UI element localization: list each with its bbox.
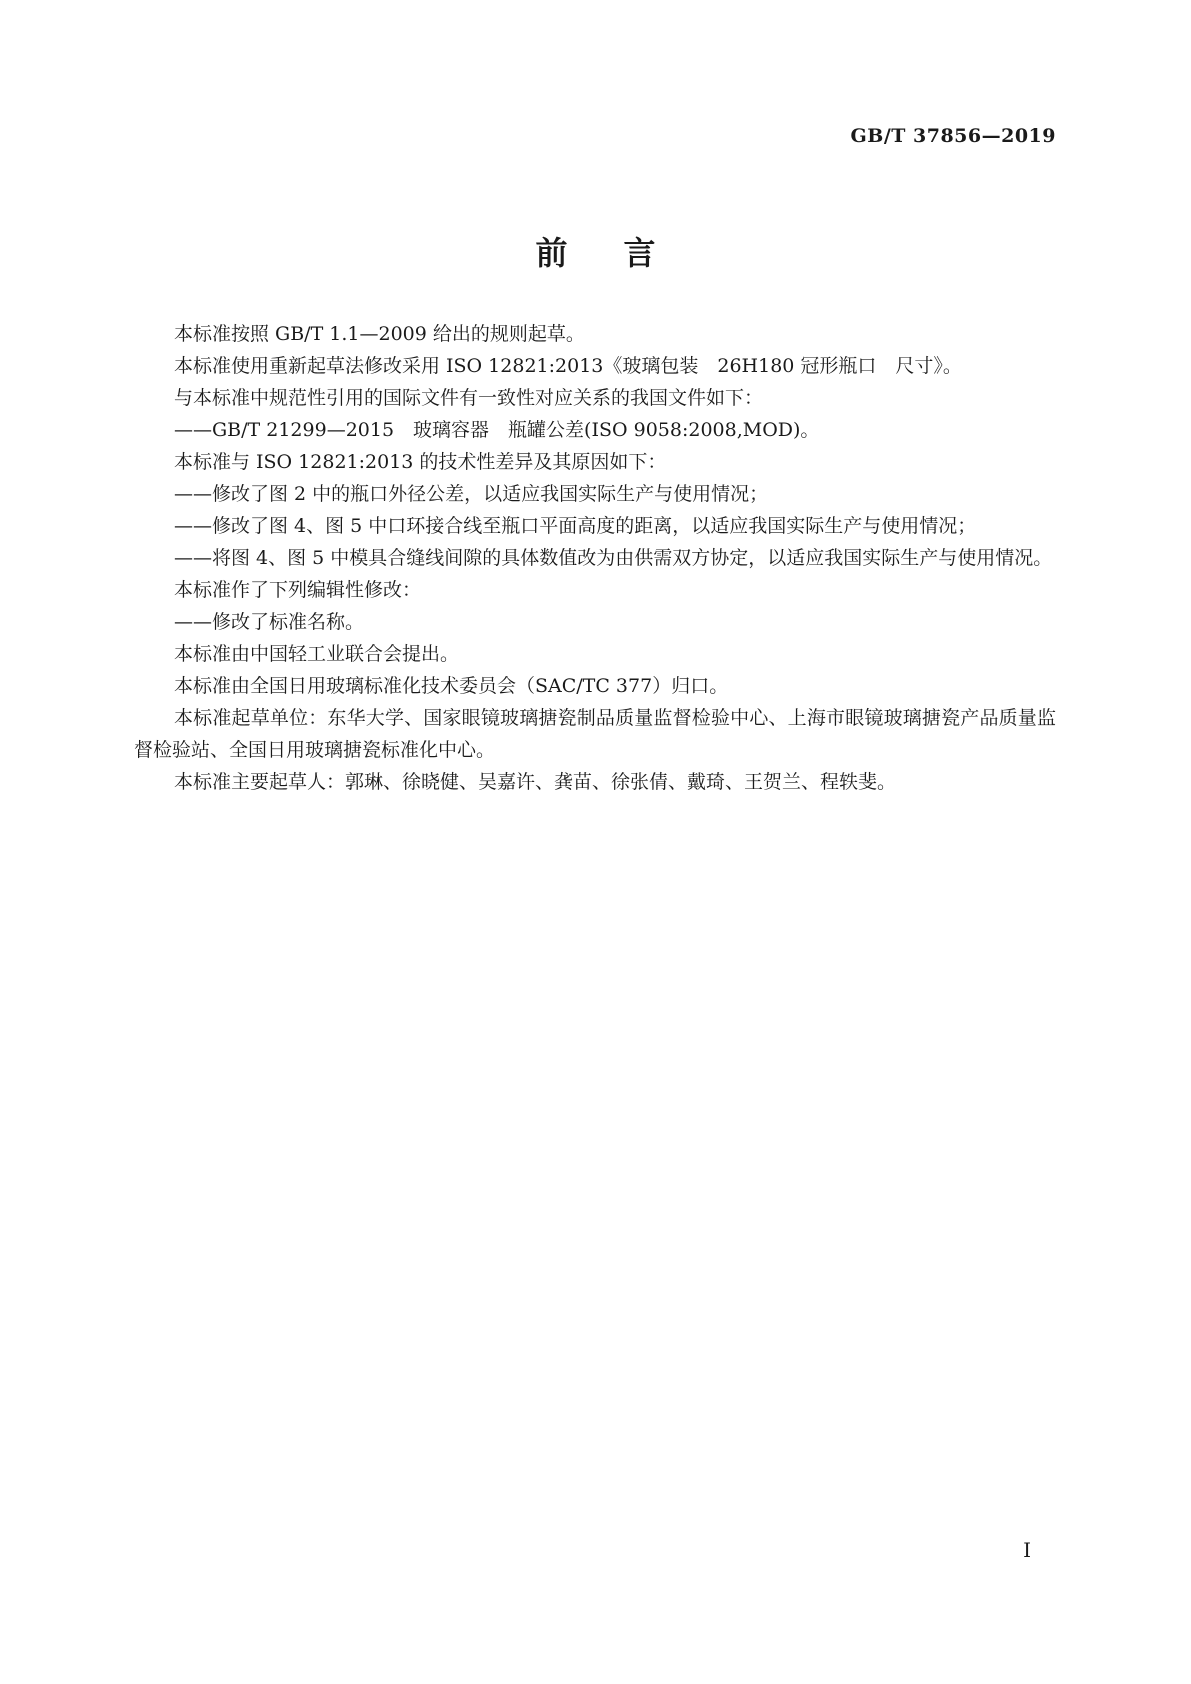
paragraph-technical-differences: 本标准与 ISO 12821:2013 的技术性差异及其原因如下： [174, 451, 667, 473]
foreword-body [134, 318, 1056, 798]
paragraph-drafting-rules: 本标准按照 GB/T 1.1—2009 给出的规则起草。 [174, 323, 585, 345]
paragraph-adoption: 本标准使用重新起草法修改采用 ISO 12821:2013《玻璃包装 26H180 冠形瓶口 尺寸》。 [174, 355, 962, 377]
list-item-difference-1: ——修改了图 2 中的瓶口外径公差，以适应我国实际生产与使用情况； [174, 483, 769, 505]
paragraph-drafters: 本标准主要起草人：郭琳、徐晓健、吴嘉许、龚苗、徐张倩、戴琦、王贺兰、程轶斐。 [174, 771, 897, 793]
title-char-1: 前 [535, 234, 568, 272]
list-item-editorial-change: ——修改了标准名称。 [174, 611, 365, 633]
title-char-2: 言 [623, 234, 656, 272]
page-number: I [1023, 1538, 1031, 1562]
list-item-difference-3: ——将图 4、图 5 中模具合缝线间隙的具体数值改为由供需双方协定，以适应我国实际生产与使用情况。 [174, 547, 1053, 569]
list-item-difference-2: ——修改了图 4、图 5 中口环接合线至瓶口平面高度的距离，以适应我国实际生产与使用情况； [174, 515, 977, 537]
paragraph-editorial-changes: 本标准作了下列编辑性修改： [174, 579, 422, 601]
list-item-reference: ——GB/T 21299—2015 玻璃容器 瓶罐公差(ISO 9058:2008,MOD)。 [174, 419, 820, 441]
page-title [0, 228, 1191, 274]
standard-number: GB/T 37856—2019 [850, 125, 1056, 147]
paragraph-references-intro: 与本标准中规范性引用的国际文件有一致性对应关系的我国文件如下： [174, 387, 764, 409]
paragraph-committee: 本标准由全国日用玻璃标准化技术委员会（SAC/TC 377）归口。 [174, 675, 729, 697]
paragraph-drafting-units: 本标准起草单位：东华大学、国家眼镜玻璃搪瓷制品质量监督检验中心、上海市眼镜玻璃搪瓷产品质量监督检验站、全国日用玻璃搪瓷标准化中心。 [134, 707, 1056, 761]
paragraph-proposer: 本标准由中国轻工业联合会提出。 [174, 643, 460, 665]
